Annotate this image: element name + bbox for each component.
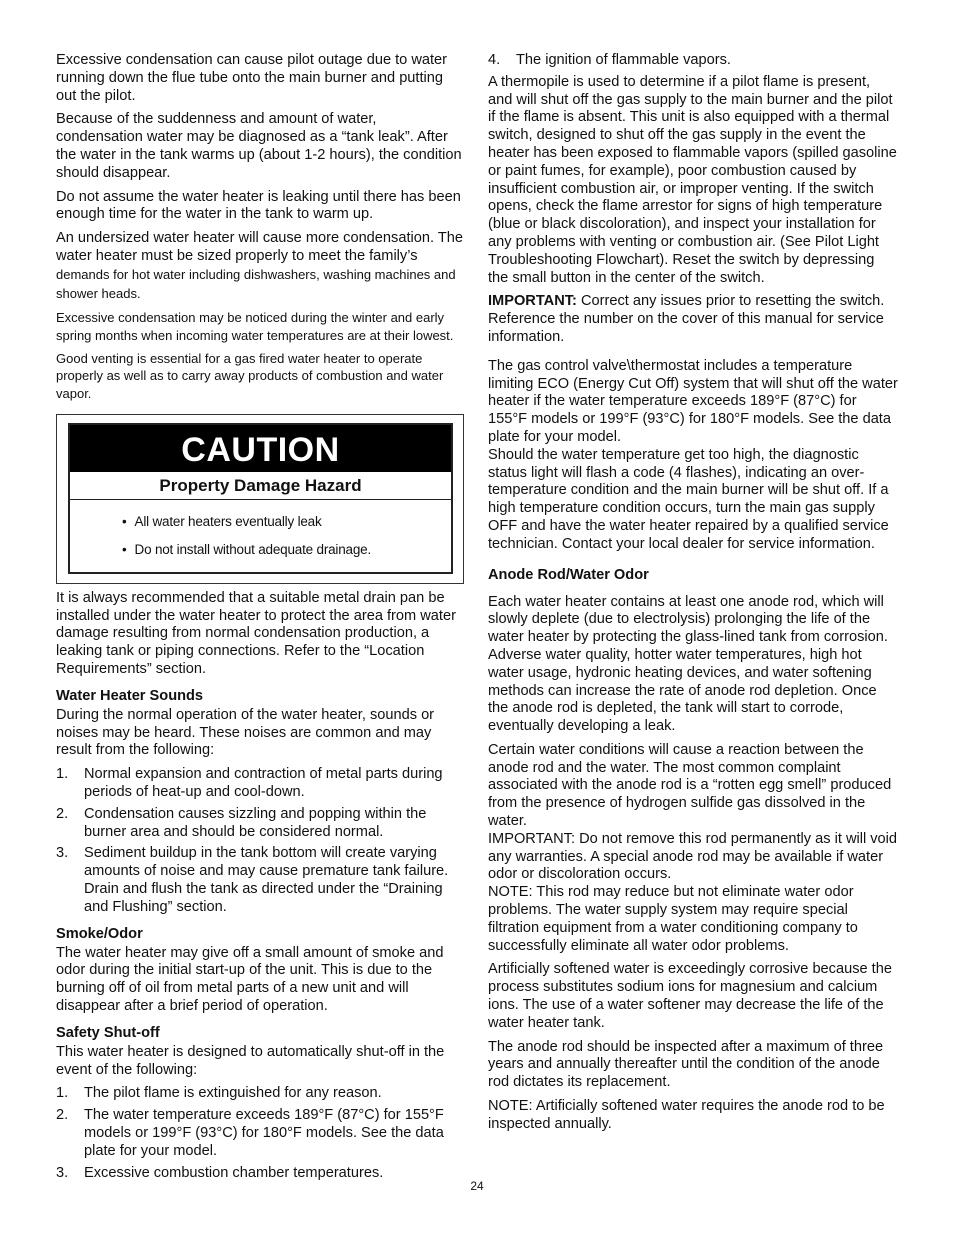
paragraph-drain-pan: It is always recommended that a suitable metal drain pan be installed under the water heater to protect the area from water damage resulting from normal condensation production, a leaking tank or piping connections. Refer to the “Location Requirements” section. [56,589,456,678]
paragraph-warm-up: Do not assume the water heater is leaking until there has been enough time for the water in the tank to warm up. [56,188,461,223]
list-number: 1. [56,766,69,783]
list-item [56,1107,466,1160]
shutoff-list-continued [488,52,898,70]
paragraph-condensation-pilot: Excessive condensation can cause pilot outage due to water running down the flue tube onto the main burner and putting out the pilot. [56,52,448,104]
right-column [488,52,898,1140]
shutoff-list [56,1085,466,1182]
undersized-text: An undersized water heater will cause more condensation. The water heater must be sized properly to meet the family’s [56,230,463,264]
list-item [56,806,466,842]
paragraph-tank-leak: Because of the suddenness and amount of water, condensation water may be diagnosed as a “tank leak”. After the water in the tank warms up (about 1-2 hours), the condition should disappear. [56,111,462,181]
paragraph-winter: Excessive condensation may be noticed during the winter and early spring months when incoming water temperatures are at their lowest. [56,310,454,343]
heading-water-heater-sounds: Water Heater Sounds [56,687,204,704]
paragraph-anode-inspect: The anode rod should be inspected after a maximum of three years and annually thereafter until the condition of the anode rod dictates its replacement. [488,1038,884,1091]
paragraph-thermopile: A thermopile is used to determine if a pilot flame is present, and will shut off the gas supply to the main burner and the pilot if the flame is absent. This unit is also equipped with a thermal switch, designed to shut off the gas supply in the event the heater has been exposed to flammable vapors (spilled gasoline or paint fumes, for example), poor combustion caused by insufficient combustion air, or improper venting. If the switch opens, check the flame arrestor for signs of high temperature (blue or black discoloration), and inspect your installation for any problems with venting or combustion air. (See Pilot Light Troubleshooting Flowchart). Reset the switch by depressing the small button in the center of the switch. [488,73,897,286]
list-number: 3. [56,845,69,862]
list-number: 2. [56,1107,69,1124]
caution-title: CAUTION [70,425,451,472]
caution-list [70,500,451,572]
caution-subtitle: Property Damage Hazard [70,472,451,500]
paragraph-softened-water: Artificially softened water is exceedingly corrosive because the process substitutes sodium ions for magnesium and calcium ions. The use of a water softener may decrease the life of the water heater tank. [488,961,892,1031]
list-number: 3. [56,1164,69,1181]
list-item [488,52,898,70]
list-text: The pilot flame is extinguished for any reason. [84,1085,382,1102]
important-text: Correct any issues prior to resetting the switch. Reference the number on the cover of this manual for service information. [488,293,885,345]
list-item [56,766,466,802]
list-text: The ignition of flammable vapors. [516,52,731,68]
undersized-text-small: demands for hot water including dishwashers, washing machines and shower heads. [56,266,456,301]
paragraph-anode-reaction: Certain water conditions will cause a reaction between the anode rod and the water. The most common complaint associated with the anode rod is a “rotten egg smell” produced from the presence of hydrogen sulfide gas dissolved in the water. [488,741,892,830]
caution-inner-frame [68,423,453,574]
list-text: Sediment buildup in the tank bottom will create varying amounts of noise and may cause premature tank failure. Drain and flush the tank as directed under the “Draining and Flushing” section. [84,845,449,915]
paragraph-important-reset [488,293,898,346]
sounds-list [56,766,466,916]
paragraph-anode-important: IMPORTANT: Do not remove this rod permanently as it will void any warranties. A special anode rod may be available if water odor or discoloration occurs. [488,830,898,883]
heading-safety-shutoff: Safety Shut-off [56,1024,160,1041]
paragraph-over-temperature: Should the water temperature get too high, the diagnostic status light will flash a code (4 flashes), indicating an over-temperature condition and the main burner will be shut off. If a high temperature condition occurs, turn the main gas supply OFF and have the water heater repaired by a qualified service technician. Contact your local dealer for service information. [488,446,889,552]
heading-anode-rod: Anode Rod/Water Odor [488,566,649,583]
paragraph-venting: Good venting is essential for a gas fired water heater to operate properly as well as to carry away products of combustion and water vapor. [56,350,444,401]
important-label: IMPORTANT: [488,293,577,310]
caution-item: • All water heaters eventually leak [122,508,451,536]
heading-smoke-odor: Smoke/Odor [56,925,143,942]
paragraph-softened-note: NOTE: Artificially softened water requires the anode rod to be inspected annually. [488,1098,885,1132]
list-number: 4. [488,52,501,68]
paragraph-shutoff-intro: This water heater is designed to automatically shut-off in the event of the following: [56,1043,445,1078]
paragraph-anode-note: NOTE: This rod may reduce but not eliminate water odor problems. The water supply system may require special filtration equipment from a water conditioning company to successfully eliminate all water odor problems. [488,884,858,954]
paragraph-eco: The gas control valve\thermostat includes a temperature limiting ECO (Energy Cut Off) system that will shut off the water heater if the water temperature exceeds 189°F (87°C) for 155°F models or 199°F (93°C) for 180°F models. See the data plate for your model. [488,357,898,445]
paragraph-sounds-intro: During the normal operation of the water heater, sounds or noises may be heard. These noises are common and may result from the following: [56,706,435,759]
list-number: 1. [56,1085,69,1102]
paragraph-anode-life: Each water heater contains at least one anode rod, which will slowly deplete (due to electrolysis) prolonging the life of the water heater by protecting the glass-lined tank from corrosion. Adverse water quality, hotter water temperatures, high hot water usage, hydronic heating devices, and water softening methods can increase the rate of anode rod depletion. Once the anode rod is depleted, the tank will start to corrode, eventually developing a leak. [488,593,888,735]
page-number: 24 [470,1179,484,1193]
paragraph-smoke: The water heater may give off a small amount of smoke and odor during the initial start-up of the unit. This is due to the burning off of oil from metal parts of a new unit and will disappear after a brief period of operation. [56,944,444,1014]
caution-box [56,414,464,584]
list-item [56,1085,466,1103]
list-text: Condensation causes sizzling and popping within the burner area and should be considered normal. [84,805,427,840]
caution-item: • Do not install without adequate drainage. [122,536,451,564]
list-number: 2. [56,805,69,822]
paragraph-undersized [56,230,466,303]
list-text: Normal expansion and contraction of metal parts during periods of heat-up and cool-down. [84,766,443,801]
list-item [56,845,466,916]
list-text: Excessive combustion chamber temperatures. [84,1164,384,1181]
list-text: The water temperature exceeds 189°F (87°C) for 155°F models or 199°F (93°C) for 180°F models. See the data plate for your model. [84,1107,444,1159]
left-column [56,52,466,1188]
